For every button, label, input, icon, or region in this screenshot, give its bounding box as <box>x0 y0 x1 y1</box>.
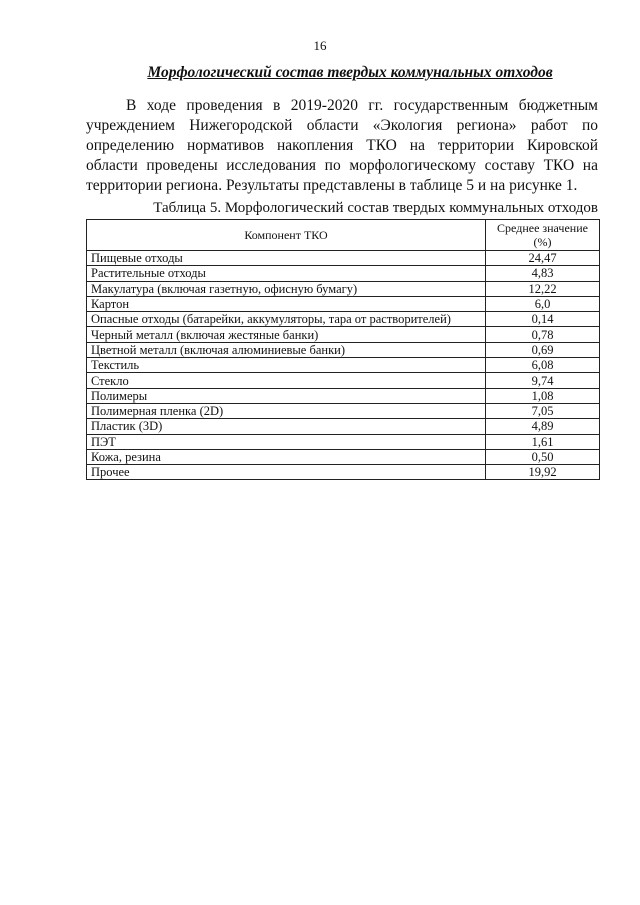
component-value-cell: 1,61 <box>486 434 600 449</box>
table-row <box>87 281 600 296</box>
component-name-cell: Прочее <box>87 465 486 480</box>
intro-paragraph: В ходе проведения в 2019-2020 гг. государственным бюджетным учреждением Нижегородской области «Экология региона» работ по определению нормативов накопления ТКО на территории Кировской области проведены исследования по морфологическому составу ТКО на территории региона. Результаты представлены в таблице 5 и на рисунке 1. <box>86 97 598 194</box>
component-value-cell: 4,89 <box>486 419 600 434</box>
table-row <box>87 251 600 266</box>
composition-table <box>86 219 600 480</box>
table-row <box>87 342 600 357</box>
component-name-cell: Растительные отходы <box>87 266 486 281</box>
component-value-cell: 0,14 <box>486 312 600 327</box>
component-value-cell: 7,05 <box>486 403 600 418</box>
component-name-cell: Полимеры <box>87 388 486 403</box>
table-header-row <box>87 220 600 251</box>
section-heading: Морфологический состав твердых коммунальных отходов <box>147 64 553 81</box>
component-value-cell: 12,22 <box>486 281 600 296</box>
component-name-cell: Пластик (3D) <box>87 419 486 434</box>
component-name-cell: Картон <box>87 296 486 311</box>
column-header-value: Среднее значение (%) <box>486 220 600 251</box>
column-header-component: Компонент ТКО <box>87 220 486 251</box>
component-name-cell: Цветной металл (включая алюминиевые банки) <box>87 342 486 357</box>
component-name-cell: Черный металл (включая жестяные банки) <box>87 327 486 342</box>
table-row <box>87 449 600 464</box>
table-row <box>87 434 600 449</box>
component-name-cell: Макулатура (включая газетную, офисную бумагу) <box>87 281 486 296</box>
component-name-cell: Стекло <box>87 373 486 388</box>
component-value-cell: 0,50 <box>486 449 600 464</box>
component-value-cell: 9,74 <box>486 373 600 388</box>
component-name-cell: Опасные отходы (батарейки, аккумуляторы, тара от растворителей) <box>87 312 486 327</box>
component-name-cell: Полимерная пленка (2D) <box>87 403 486 418</box>
component-value-cell: 6,0 <box>486 296 600 311</box>
table-row <box>87 327 600 342</box>
component-name-cell: Кожа, резина <box>87 449 486 464</box>
component-value-cell: 1,08 <box>486 388 600 403</box>
page-number: 16 <box>313 38 327 53</box>
table-caption: Таблица 5. Морфологический состав твердых коммунальных отходов <box>153 200 598 216</box>
table-row <box>87 266 600 281</box>
component-name-cell: Пищевые отходы <box>87 251 486 266</box>
component-value-cell: 0,78 <box>486 327 600 342</box>
table-row <box>87 296 600 311</box>
component-name-cell: Текстиль <box>87 358 486 373</box>
table-row <box>87 403 600 418</box>
component-value-cell: 6,08 <box>486 358 600 373</box>
component-value-cell: 24,47 <box>486 251 600 266</box>
table-row <box>87 358 600 373</box>
table-row <box>87 465 600 480</box>
table-row <box>87 419 600 434</box>
component-value-cell: 4,83 <box>486 266 600 281</box>
component-value-cell: 0,69 <box>486 342 600 357</box>
table-body <box>87 251 600 480</box>
component-name-cell: ПЭТ <box>87 434 486 449</box>
table-row <box>87 388 600 403</box>
table-row <box>87 312 600 327</box>
table-row <box>87 373 600 388</box>
component-value-cell: 19,92 <box>486 465 600 480</box>
